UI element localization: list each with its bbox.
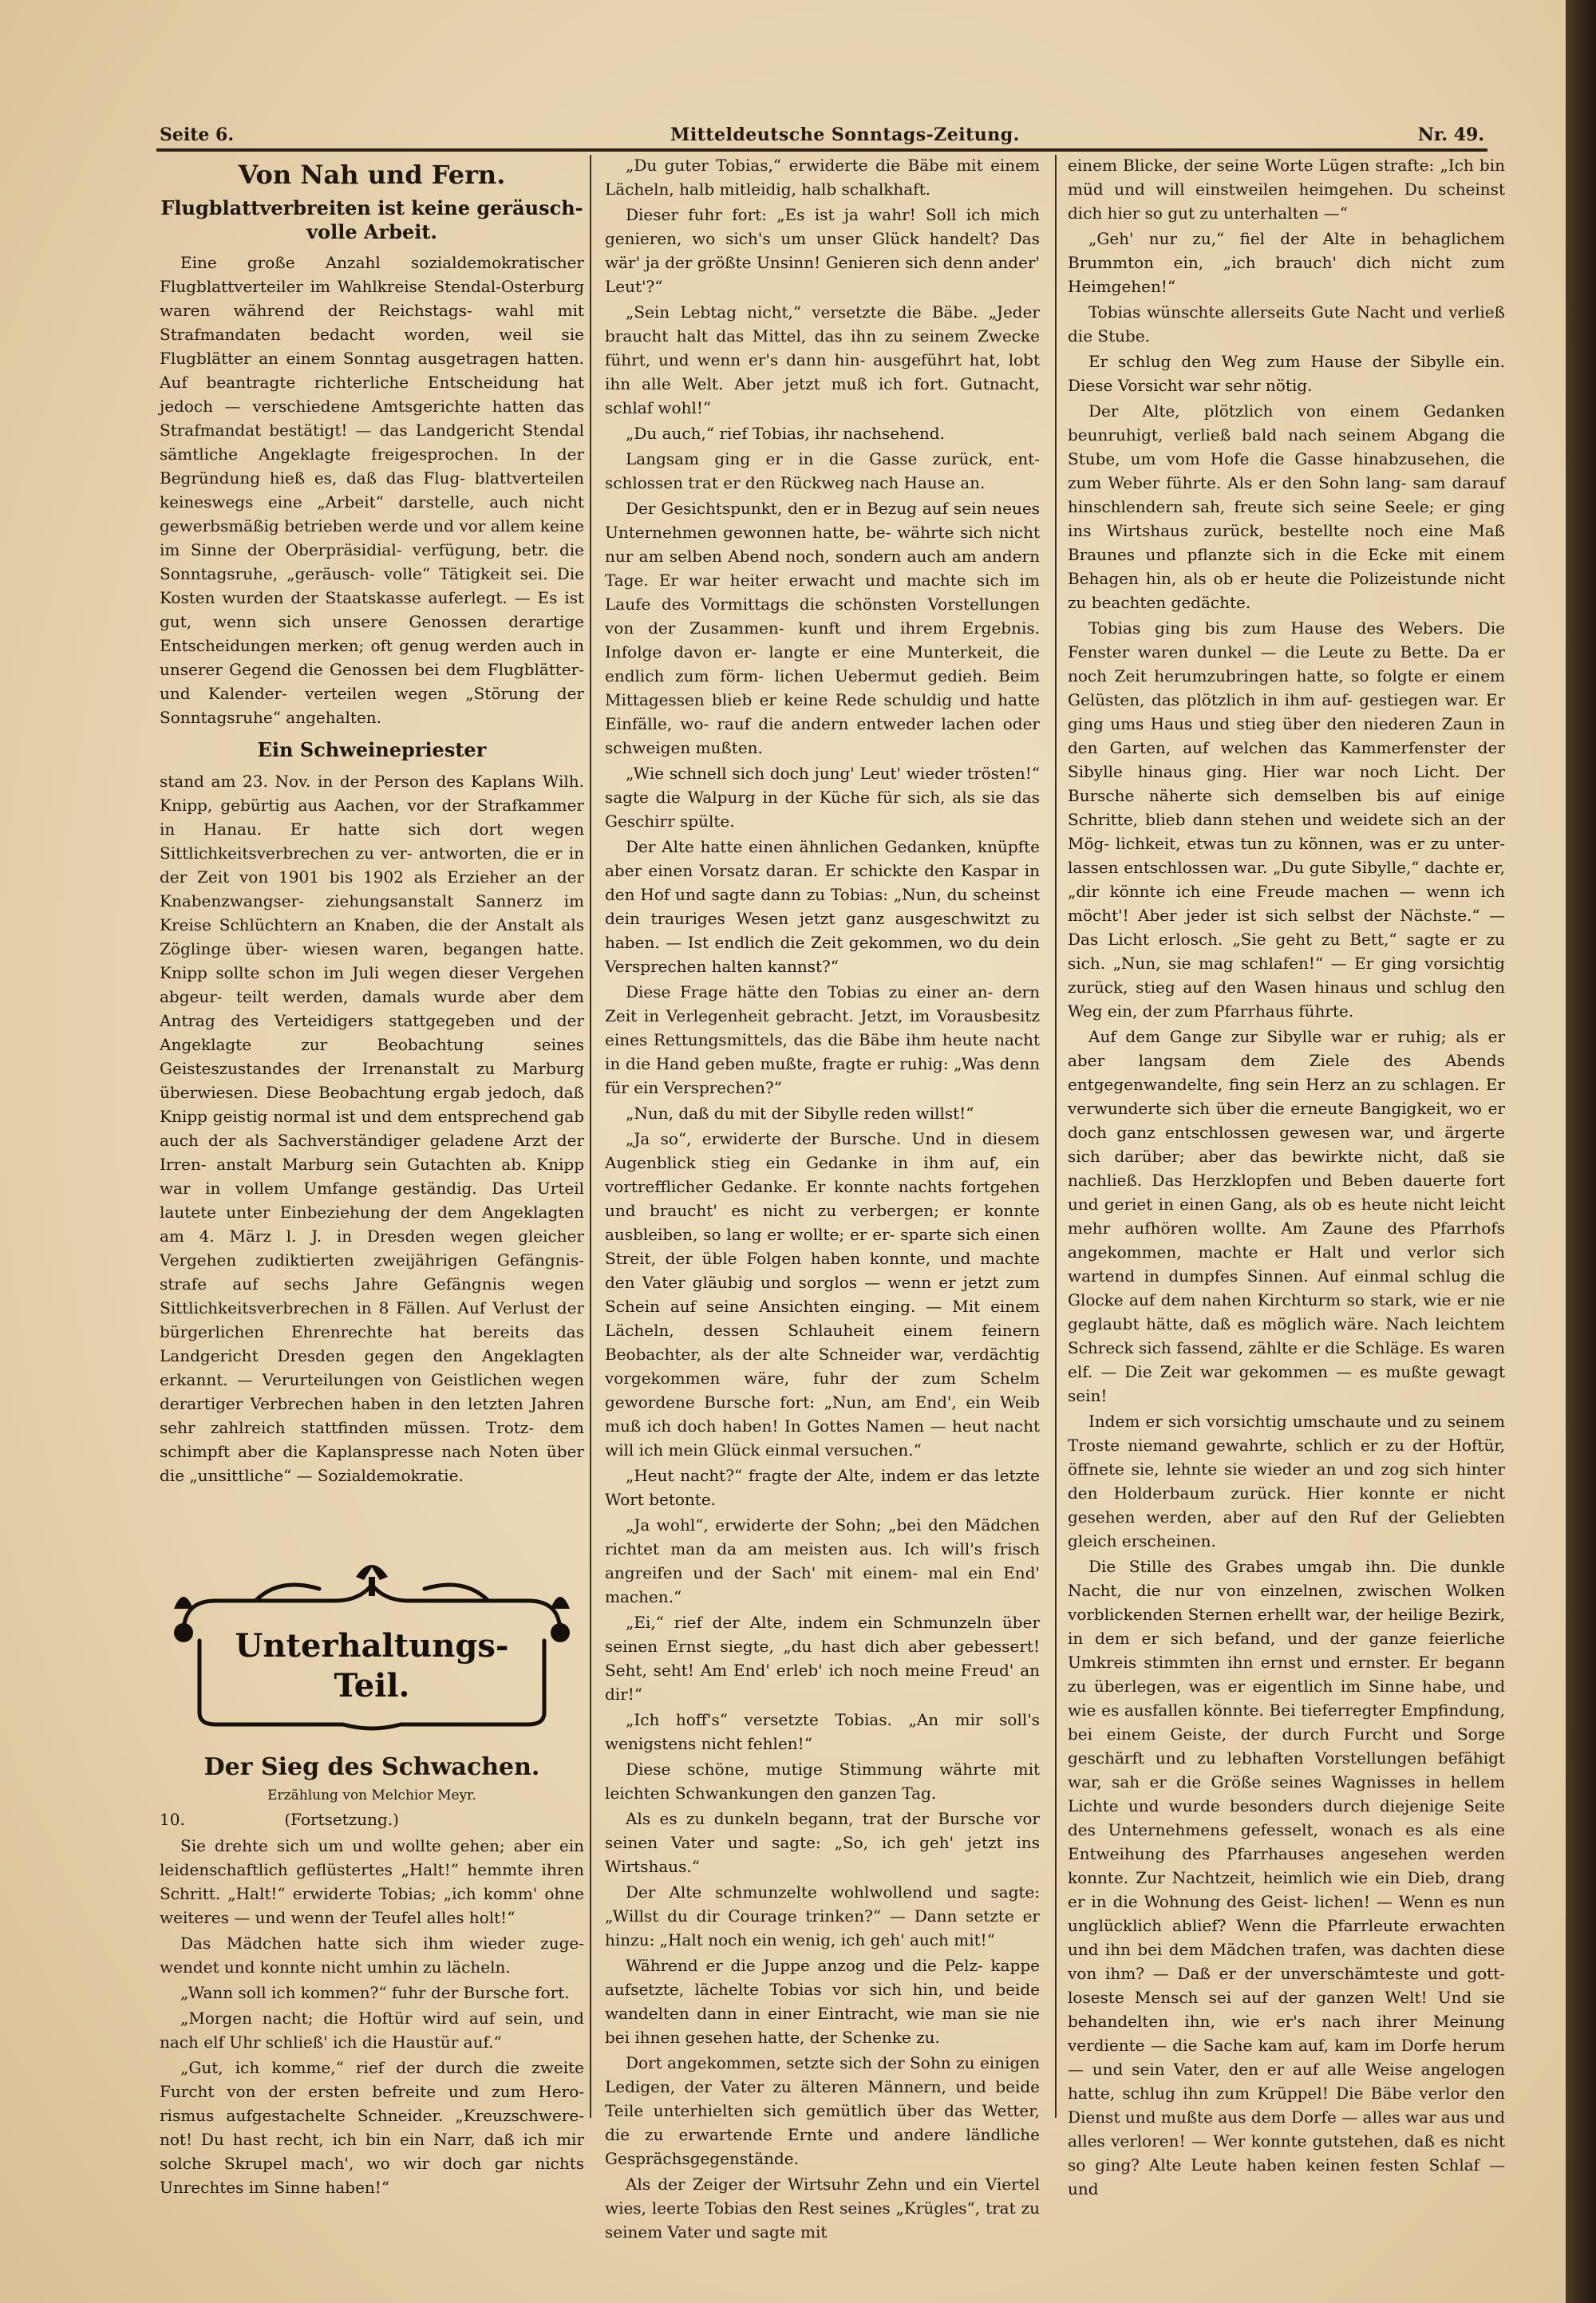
story-paragraph: einem Blicke, der seine Worte Lügen strafte: „Ich bin müd und will einstweilen heimgehen. Du scheinst dich hier so gut zu unterhalten —“ <box>1068 156 1505 223</box>
story-paragraph: Tobias ging bis zum Hause des Webers. Die Fenster waren dunkel — die Leute zu Bette. Da er noch Zeit herumzubringen hatte, so folgte er einem Gelüsten, das plötzlich in ihm auf- gestiegen war. Er ging ums Haus und stieg über den niederen Zaun in den Garten, auf welchen das Kammerfenster der Sibylle hinaus ging. Hier war noch Licht. Der Bursche näherte sich demselben bis auf einige Schritte, blieb dann stehen und weidete sich an der Mög- lichkeit, etwas tun zu können, was er zu unter- lassen entschlossen war. „Du gute Sibylle,“ dachte er, „dir könnte ich eine Freude machen — wenn ich möcht'! Aber jeder ist sich selbst der Nächste.“ — Das Licht erlosch. „Sie geht zu Bett,“ sagte er zu sich. „Nun, sie mag schlafen!“ — Er ging vorsichtig zurück, stieg auf den Wasen hinaus und schlug den Weg ein, der zum Pfarrhaus führte. <box>1068 618 1505 1021</box>
story-paragraph: Der Alte hatte einen ähnlichen Gedanken, knüpfte aber einen Vorsatz daran. Er schickte den Kaspar in den Hof und sagte dann zu Tobias: „Nun, du scheinst dein trauriges Wesen jetzt ganz ausgeschwitzt zu haben. — Ist endlich die Zeit gekommen, wo du dein Versprechen halten kannst?“ <box>605 837 1040 976</box>
story-paragraph: „Ei,“ rief der Alte, indem ein Schmunzeln über seinen Ernst siegte, „du hast dich aber gebessert! Seht, seht! Am End' erleb' ich noch meine Freud' an dir!“ <box>605 1613 1040 1704</box>
column-2 <box>605 153 1040 2242</box>
story-paragraph: Der Alte schmunzelte wohlwollend und sagte: „Willst du dir Courage trinken?“ — Dann setzte er hinzu: „Halt noch ein wenig, ich geh' auch mit!“ <box>605 1882 1040 1949</box>
story-title: Der Sieg des Schwachen. <box>203 1753 540 1781</box>
section-title: Von Nah und Fern. <box>238 160 506 190</box>
story-paragraph: „Heut nacht?“ fragte der Alte, indem er das letzte Wort betonte. <box>605 1466 1040 1509</box>
story-paragraph: „Nun, daß du mit der Sibylle reden willst!“ <box>626 1104 974 1123</box>
story-paragraph: Das Mädchen hatte sich ihm wieder zuge- wendet und konnte nicht umhin zu lächeln. <box>160 1934 584 1977</box>
story-paragraph: Als es zu dunkeln begann, trat der Bursche vor seinen Vater und sagte: „So, ich geh' jetzt ins Wirtshaus.“ <box>605 1809 1040 1876</box>
article-title-schweinepriester: Ein Schweinepriester <box>257 738 487 761</box>
issue-number: Nr. 49. <box>1417 124 1484 145</box>
story-paragraph: Der Alte, plötzlich von einem Gedanken beunruhigt, verließ bald nach seinem Abgang die Stube, um vom Hofe die Gasse hinabzusehen, die zum Weber führte. Als er den Sohn lang- sam darauf hinschlendern sah, freute sich seine Seele; er ging ins Wirtshaus zurück, bestellte noch eine Maß Braunes und pflanzte sich in die Ecke mit einem Behagen hin, als ob er heute die Polizeistunde nicht zu beachten gedächte. <box>1068 401 1505 612</box>
story-paragraph: Die Stille des Grabes umgab ihn. Die dunkle Nacht, die nur von einzelnen, zwischen Wolken vorblickenden Sternen erhellt war, der heilige Bezirk, in dem er sich befand, und der ganze feierliche Umkreis stimmten ihn ernst und ernster. Er begann zu überlegen, was er eigentlich im Sinne habe, und wie es ausfallen könnte. Bei tieferregter Empfindung, bei einem Geiste, der durch Furcht und Sorge geschärft und zu lebhaften Vorstellungen befähigt war, sah er die Größe seines Wagnisses in hellem Lichte und wurde besonders durch diejenige Seite des Unternehmens gefesselt, wonach es als eine Entweihung des Pfarrhauses angesehen werden konnte. Zur Nachtzeit, heimlich wie ein Dieb, drang er in die Wohnung des Geist- lichen! — Wenn es nun unglücklich ablief? Wenn die Pfarrleute erwachten und ihn bei dem Mädchen trafen, was dachten diese von ihm? — Daß er der unverschämteste und gott- loseste Mensch sei auf der ganzen Welt! Und sie behandelten ihn, wie er's nach ihrer Meinung verdiente — die Sache kam auf, kam im Dorfe herum — und sein Vater, den er auf alle Weise angelogen hatte, schlug ihn zum Krüppel! Die Bäbe verlor den Dienst und mußte aus dem Dorfe — alles war aus und alles verloren! — Wer konnte gutstehen, daß es nicht so ging? Alte Leute haben keinen festen Schlaf — und <box>1068 1557 1505 2198</box>
story-continuation <box>160 1808 584 1831</box>
entertainment-banner <box>160 1553 584 1741</box>
story-paragraph: „Wie schnell sich doch jung' Leut' wieder trösten!“ sagte die Walpurg in der Küche für sich, als sie das Geschirr spülte. <box>605 764 1040 831</box>
story-paragraph: „Ja so“, erwiderte der Bursche. Und in diesem Augenblick stieg ein Gedanke in ihm auf, ein vortrefflicher Gedanke. Er konnte nachts fortgehen und braucht' es nicht zu verbergen; er konnte ausbleiben, so lang er wollte; er er- sparte sich einen Streit, der üble Folgen haben konnte, und machte den Vater gläubig und sorglos — wenn er jetzt zum Schein auf seine Ansichten einging. — Mit einem Lächeln, dessen Schlauheit einem feinern Beobachter, als der alte Schneider war, verdächtig vorgekommen wäre, fuhr der zum Schelm gewordene Bursche fort: „Nun, am End', ein Weib muß ich doch haben! In Gottes Namen — heut nacht will ich mein Glück einmal versuchen.“ <box>605 1129 1040 1460</box>
article-title-flugblatt: Flugblattverbreiten ist keine geräusch- volle Arbeit. <box>160 196 583 243</box>
page-number: Seite 6. <box>160 124 235 145</box>
page-header <box>160 118 1484 147</box>
story-paragraph: „Sein Lebtag nicht,“ versetzte die Bäbe. „Jeder braucht halt das Mittel, das ihn zu seinem Zwecke führt, und wenn er's dann hin- ausgeführt hat, lobt ihn alle Welt. Aber jetzt muß ich fort. Gutnacht, schlaf wohl!“ <box>605 302 1040 417</box>
article-paragraph: Eine große Anzahl sozialdemokratischer Flugblattverteiler im Wahlkreise Stendal-Osterburg waren während der Reichstags- wahl mit Strafmandaten bedacht worden, weil sie Flugblätter an einem Sonntag ausgetragen hatten. Auf beantragte richterliche Entscheidung hat jedoch — verschiedene Amtsgerichte hatten das Strafmandat bestätigt! — das Landgericht Stendal sämtliche Angeklagte freigesprochen. In der Begründung hieß es, daß das Flug- blattverteilen keineswegs eine „Arbeit“ darstelle, auch nicht gewerbsmäßig betrieben werde und vor allem keine im Sinne der Oberpräsidial- verfügung, betr. die Sonntagsruhe, „geräusch- volle“ Tätigkeit sei. Die Kosten wurden der Staatskasse auferlegt. — Es ist gut, wenn sich unsere Genossen derartige Entscheidungen merken; oft genug werden auch in unserer Gegend die Genossen bei dem Flugblätter- und Kalender- verteilen wegen „Störung der Sonntagsruhe“ angehalten. <box>160 253 584 727</box>
story-byline: Erzählung von Melchior Meyr. <box>267 1787 476 1803</box>
story-paragraph: „Du auch,“ rief Tobias, ihr nachsehend. <box>626 424 945 443</box>
story-paragraph: Auf dem Gange zur Sibylle war er ruhig; als er aber langsam dem Ziele des Abends entgegenwandelte, fing sein Herz an zu schlagen. Er verwunderte sich über die erneute Bangigkeit, wo er doch ganz entschlossen gewesen war, und ärgerte sich darüber; aber das bewirkte nicht, daß sie nachließ. Das Herzklopfen und Beben dauerte fort und geriet in einen Gang, als ob es heute nicht leicht mehr aufhören wollte. Am Zaune des Pfarrhofs angekommen, machte er Halt und verlor sich wartend in dumpfes Sinnen. Auf einmal schlug die Glocke auf dem nahen Kirchturm so stark, wie er nie geglaubt hätte, daß es möglich wäre. Nach leichtem Schreck sich fassend, zählte er die Schläge. Es waren elf. — Die Zeit war gekommen — es mußte gewagt sein! <box>1068 1027 1505 1405</box>
story-paragraph: Dort angekommen, setzte sich der Sohn zu einigen Ledigen, der Vater zu älteren Männern, und beide Teile unterhielten sich gemütlich über das Wetter, die zu erwartende Ernte und andere ländliche Gesprächsgegenstände. <box>605 2053 1040 2168</box>
story-paragraph: „Gut, ich komme,“ rief der durch die zweite Furcht von der ersten befreite und zum Hero- rismus aufgestachelte Schneider. „Kreuzschwere- not! Du hast recht, ich bin ein Narr, daß ich mir solche Skrupel mach', wo wir doch gar nichts Unrechtes im Sinne haben!“ <box>160 2058 584 2197</box>
story-paragraph: Tobias wünschte allerseits Gute Nacht und verließ die Stube. <box>1068 302 1505 346</box>
story-paragraph: Er schlug den Weg zum Hause der Sibylle ein. Diese Vorsicht war sehr nötig. <box>1068 352 1505 395</box>
story-paragraph: „Ja wohl“, erwiderte der Sohn; „bei den Mädchen richtet man da am meisten aus. Ich will's frisch angreifen und der Sach' mit einem- mal ein End' machen.“ <box>605 1515 1040 1606</box>
column-rule-2 <box>1055 155 1057 2118</box>
continuation-label: (Fortsetzung.) <box>284 1810 399 1829</box>
story-paragraph: Langsam ging er in die Gasse zurück, ent- schlossen trat er den Rückweg nach Hause an. <box>605 449 1040 492</box>
story-paragraph: „Ich hoff's“ versetzte Tobias. „An mir soll's wenigstens nicht fehlen!“ <box>605 1710 1040 1753</box>
story-paragraph: Der Gesichtspunkt, den er in Bezug auf sein neues Unternehmen gewonnen hatte, be- währte sich nicht nur am selben Abend noch, sondern auch am andern Tage. Er war heiter erwacht und machte sich im Laufe des Vormittags die schönsten Vorstellungen von der Zusammen- kunft und ihrem Ergebnis. Infolge davon er- langte er eine Munterkeit, die endlich zum förm- lichen Uebermut gedieh. Beim Mittagessen blieb er keine Rede schuldig und hatte Einfälle, wo- rauf die andern entweder lachen oder schweigen mußten. <box>605 499 1040 757</box>
story-paragraph: „Morgen nacht; die Hoftür wird auf sein, und nach elf Uhr schließ' ich die Haustür auf.“ <box>160 2009 584 2052</box>
column-3 <box>1068 153 1505 2198</box>
story-paragraph: Als der Zeiger der Wirtsuhr Zehn und ein Viertel wies, leerte Tobias den Rest seines „Krügles“, trat zu seinem Vater und sagte mit <box>605 2175 1040 2242</box>
newspaper-title: Mitteldeutsche Sonntags-Zeitung. <box>670 124 1020 145</box>
story-paragraph: „Wann soll ich kommen?“ fuhr der Bursche fort. <box>180 1983 570 2002</box>
banner-title: Unterhaltungs-Teil. <box>235 1627 509 1705</box>
story-paragraph: „Du guter Tobias,“ erwiderte die Bäbe mit einem Lächeln, halb mitleidig, halb schalkhaft. <box>605 156 1040 199</box>
book-spine <box>1566 0 1596 2303</box>
story-paragraph: Diese Frage hätte den Tobias zu einer an- dern Zeit in Verlegenheit gebracht. Jetzt, im Vorausbesitz eines Rettungsmittels, das die Bäbe ihm heute nacht in die Hand geben mußte, fragte er ruhig: „Was denn für ein Versprechen?“ <box>605 982 1040 1097</box>
article-paragraph: stand am 23. Nov. in der Person des Kaplans Wilh. Knipp, gebürtig aus Aachen, vor der Strafkammer in Hanau. Er hatte sich dort wegen Sittlichkeitsverbrechen zu ver- antworten, die er in der Zeit von 1901 bis 1902 als Erzieher an der Knabenzwangser- ziehungsanstalt Sannerz im Kreise Schlüchtern an Knaben, die der Anstalt als Zöglinge über- wiesen waren, begangen hatte. Knipp sollte schon im Juli wegen dieser Vergehen abgeur- teilt werden, damals wurde aber dem Antrag des Verteidigers stattgegeben und der Angeklagte zur Beobachtung seines Geisteszustandes der Irrenanstalt zu Marburg überwiesen. Diese Beobachtung ergab jedoch, daß Knipp geistig normal ist und dem entsprechend gab auch der als Sachverständiger geladene Arzt der Irren- anstalt Marburg sein Gutachten ab. Knipp war in vollem Umfange geständig. Das Urteil lautete unter Einbeziehung der dem Angeklagten am 4. März l. J. in Dresden wegen gleicher Vergehen zudiktierten zweijährigen Gefängnis- strafe auf sechs Jahre Gefängnis wegen Sittlichkeitsverbrechen in 8 Fällen. Auf Verlust der bürgerlichen Ehrenrechte hat bereits das Landgericht Dresden gegen den Angeklagten erkannt. — Verurteilungen von Geistlichen wegen derartiger Verbrechen haben in den letzten Jahren sehr zahlreich stattfinden müssen. Trotz- dem schimpft aber die Kaplanspresse nach Noten über die „unsittliche“ — Sozialdemokratie. <box>160 772 584 1485</box>
story-paragraph: Indem er sich vorsichtig umschaute und zu seinem Troste niemand gewahrte, schlich er zu der Hoftür, öffnete sie, lehnte sie wieder an und zog sich hinter den Holderbaum zurück. Hier konnte er nicht gesehen werden, aber auf den Ruf der Geliebten gleich erscheinen. <box>1068 1412 1505 1550</box>
story-paragraph: „Geh' nur zu,“ fiel der Alte in behaglichem Brummton ein, „ich brauch' dich nicht zum Heimgehen!“ <box>1068 229 1505 296</box>
story-paragraph: Diese schöne, mutige Stimmung währte mit leichten Schwankungen den ganzen Tag. <box>605 1760 1040 1803</box>
header-rule <box>156 148 1487 152</box>
column-rule-1 <box>590 155 591 2118</box>
story-paragraph: Dieser fuhr fort: „Es ist ja wahr! Soll ich mich genieren, wo sich's um unser Glück handelt? Das wär' ja der größte Unsinn! Genieren sich denn ander' Leut'?“ <box>605 205 1040 296</box>
story-part-number: 10. <box>160 1810 185 1829</box>
column-1 <box>160 153 584 2197</box>
story-paragraph: Während er die Juppe anzog und die Pelz- kappe aufsetzte, lächelte Tobias vor sich hin, und beide wandelten dann in einer Eintracht, wie man sie nie bei ihnen gesehen hatte, der Schenke zu. <box>605 1956 1040 2047</box>
story-paragraph: Sie drehte sich um und wollte gehen; aber ein leidenschaftlich geflüstertes „Halt!“ hemmte ihren Schritt. „Halt!“ erwiderte Tobias; „ich komm' ohne weiteres — und wenn der Teufel alles holt!“ <box>160 1836 584 1927</box>
